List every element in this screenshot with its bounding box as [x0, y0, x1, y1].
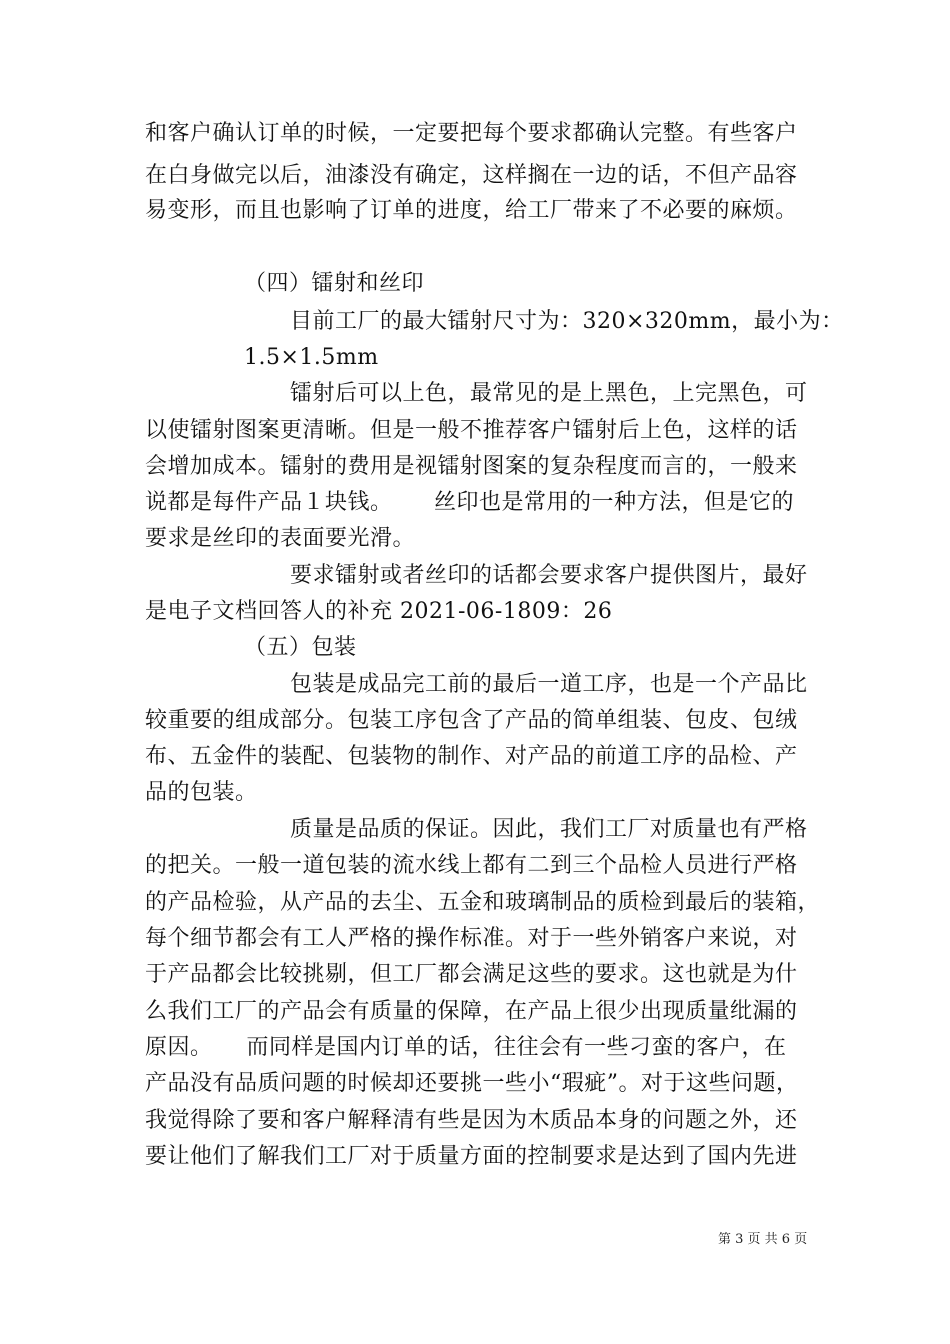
paragraph-line: 目前工厂的最大镭射尺寸为：320×320mm，最小为：: [290, 309, 844, 334]
paragraph-line: 以使镭射图案更清晰。但是一般不推荐客户镭射后上色，这样的话: [145, 418, 798, 443]
paragraph-line: 质量是品质的保证。因此，我们工厂对质量也有严格: [290, 817, 808, 842]
paragraph-line: 每个细节都会有工人严格的操作标准。对于一些外销客户来说，对: [145, 926, 798, 951]
paragraph-line: 要让他们了解我们工厂对于质量方面的控制要求是达到了国内先进: [145, 1144, 798, 1169]
paragraph-line: 会增加成本。镭射的费用是视镭射图案的复杂程度而言的，一般来: [145, 454, 798, 479]
paragraph-line: 镭射后可以上色，最常见的是上黑色，上完黑色，可: [290, 381, 808, 406]
paragraph-line: 要求镭射或者丝印的话都会要求客户提供图片，最好: [290, 563, 808, 588]
paragraph-line: 原因。 而同样是国内订单的话，往往会有一些刁蛮的客户，在: [145, 1035, 787, 1060]
paragraph-line: 我觉得除了要和客户解释清有些是因为木质品本身的问题之外，还: [145, 1108, 798, 1133]
paragraph-line: 于产品都会比较挑剔，但工厂都会满足这些的要求。这也就是为什: [145, 962, 798, 987]
paragraph-line: 1.5×1.5mm: [244, 345, 379, 370]
paragraph-line: 较重要的组成部分。包装工序包含了产品的简单组装、包皮、包绒: [145, 708, 798, 733]
paragraph-line: 说都是每件产品１块钱。 丝印也是常用的一种方法，但是它的: [145, 490, 794, 515]
paragraph-line: 么我们工厂的产品会有质量的保障，在产品上很少出现质量纰漏的: [145, 999, 798, 1024]
paragraph-line: 包装是成品完工前的最后一道工序，也是一个产品比: [290, 672, 808, 697]
paragraph-line: 和客户确认订单的时候，一定要把每个要求都确认完整。有些客户: [145, 121, 798, 146]
paragraph-line: 在白身做完以后，油漆没有确定，这样搁在一边的话，不但产品容: [145, 163, 798, 188]
paragraph-line: 要求是丝印的表面要光滑。: [145, 526, 416, 551]
page-number-footer: 第 3 页 共 6 页: [718, 1232, 808, 1247]
section-heading-laser-silkscreen: （四）镭射和丝印: [244, 271, 425, 296]
paragraph-line: 易变形，而且也影响了订单的进度，给工厂带来了不必要的麻烦。: [145, 198, 798, 223]
paragraph-line: 产品没有品质问题的时候却还要挑一些小“瑕疵”。对于这些问题，: [145, 1071, 799, 1096]
paragraph-line: 品的包装。: [145, 780, 258, 805]
paragraph-line: 的把关。一般一道包装的流水线上都有二到三个品检人员进行严格: [145, 853, 798, 878]
paragraph-line: 布、五金件的装配、包装物的制作、对产品的前道工序的品检、产: [145, 744, 798, 769]
section-heading-packaging: （五）包装: [244, 635, 357, 660]
paragraph-line: 是电子文档回答人的补充 2021-06-1809：26: [145, 599, 613, 624]
paragraph-line: 的产品检验，从产品的去尘、五金和玻璃制品的质检到最后的装箱，: [145, 890, 821, 915]
